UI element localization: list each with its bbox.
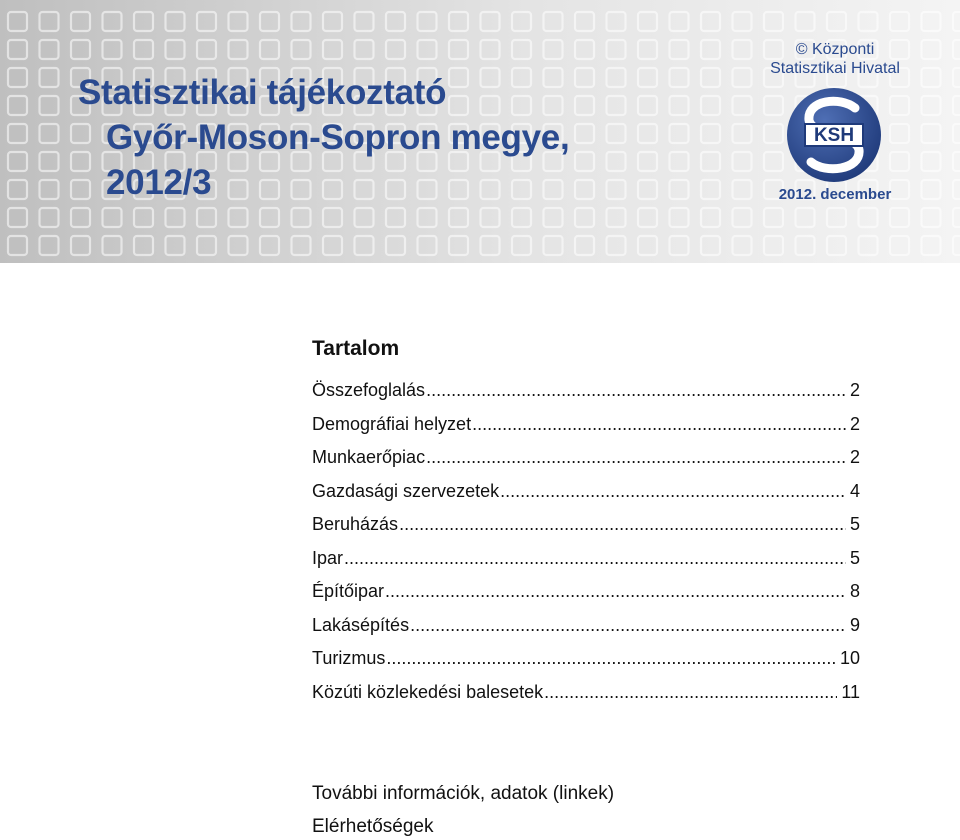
pattern-square [386,236,405,255]
pattern-square [71,236,90,255]
pattern-square [701,180,720,199]
pattern-square [8,180,27,199]
toc-item-page: 2 [849,413,860,434]
pattern-square [40,40,59,59]
pattern-square [575,12,594,31]
pattern-square [670,40,689,59]
pattern-square [701,152,720,171]
pattern-square [8,96,27,115]
title-line-1: Statisztikai tájékoztató [78,73,447,112]
toc-leader-dots [386,648,836,669]
pattern-square [953,180,960,199]
table-of-contents [312,380,860,715]
pattern-square [8,68,27,87]
pattern-square [292,208,311,227]
toc-item[interactable] [312,615,860,649]
toc-item-label: Összefoglalás [312,380,426,400]
toc-leader-dots [426,447,846,468]
pattern-square [638,40,657,59]
pattern-square [512,12,531,31]
pattern-square [134,208,153,227]
pattern-square [449,40,468,59]
pattern-square [8,124,27,143]
header-banner [0,0,960,263]
pattern-square [355,208,374,227]
pattern-square [638,180,657,199]
pattern-square [544,236,563,255]
pattern-square [575,236,594,255]
pattern-square [953,96,960,115]
toc-item[interactable] [312,581,860,615]
pattern-square [8,12,27,31]
pattern-square [764,124,783,143]
pattern-square [40,180,59,199]
toc-item-label: Turizmus [312,648,386,668]
pattern-square [607,180,626,199]
pattern-square [859,208,878,227]
toc-item-label: Építőipar [312,581,385,601]
pattern-square [575,180,594,199]
pattern-square [922,236,941,255]
toc-item-label: Lakásépítés [312,614,410,635]
pattern-square [292,40,311,59]
pattern-square [418,208,437,227]
org-name-line-1: © Központi [795,41,875,58]
pattern-square [40,68,59,87]
toc-item[interactable] [312,548,860,582]
pattern-square [764,12,783,31]
pattern-square [733,152,752,171]
pattern-square [166,208,185,227]
pattern-square [8,236,27,255]
pattern-square [670,96,689,115]
pattern-square [922,12,941,31]
pattern-square [733,12,752,31]
toc-item-page: 11 [841,681,860,702]
pattern-square [386,12,405,31]
toc-leader-dots [426,380,846,401]
pattern-square [323,12,342,31]
pattern-square [197,40,216,59]
pattern-square [890,12,909,31]
pattern-square [418,40,437,59]
pattern-square [355,40,374,59]
toc-item-label: Ipar [312,547,344,568]
pattern-square [796,12,815,31]
organization-name [740,40,930,78]
pattern-square [859,236,878,255]
toc-item-label: Munkaerőpiac [312,447,426,467]
pattern-square [575,40,594,59]
pattern-square [701,68,720,87]
org-name-line-2: Statisztikai Hivatal [770,60,900,77]
pattern-square [134,12,153,31]
pattern-square [638,208,657,227]
pattern-square [701,124,720,143]
toc-item-page: 10 [839,648,860,668]
pattern-square [166,40,185,59]
pattern-square [670,152,689,171]
pattern-square [418,12,437,31]
pattern-square [481,40,500,59]
toc-leader-dots [344,548,846,569]
pattern-square [40,96,59,115]
pattern-square [481,208,500,227]
pattern-square [827,208,846,227]
pattern-square [733,208,752,227]
pattern-square [890,208,909,227]
pattern-square [449,12,468,31]
pattern-square [166,236,185,255]
pattern-square [260,208,279,227]
pattern-square [701,12,720,31]
pattern-square [544,40,563,59]
pattern-square [733,96,752,115]
pattern-square [40,124,59,143]
pattern-square [670,208,689,227]
pattern-square [953,12,960,31]
pattern-square [890,236,909,255]
contacts-link[interactable]: Elérhetőségek [312,816,434,837]
toc-item[interactable] [312,514,860,548]
pattern-square [670,180,689,199]
pattern-square [197,236,216,255]
pattern-square [953,68,960,87]
pattern-square [638,68,657,87]
pattern-square [607,12,626,31]
pattern-square [323,40,342,59]
pattern-square [953,124,960,143]
pattern-square [638,124,657,143]
pattern-square [670,236,689,255]
pattern-square [607,40,626,59]
pattern-square [670,12,689,31]
pattern-square [607,96,626,115]
pattern-square [764,152,783,171]
toc-item-page: 9 [849,614,860,635]
pattern-square [890,96,909,115]
pattern-square [71,208,90,227]
pattern-square [607,236,626,255]
pattern-square [544,208,563,227]
pattern-square [670,68,689,87]
pattern-square [575,124,594,143]
pattern-square [512,40,531,59]
pattern-square [638,236,657,255]
document-title [78,70,569,205]
toc-leader-dots [500,481,846,502]
pattern-square [890,124,909,143]
pattern-square [71,40,90,59]
pattern-square [103,40,122,59]
toc-item[interactable] [312,481,860,515]
pattern-square [638,12,657,31]
pattern-square [449,236,468,255]
pattern-square [607,152,626,171]
pattern-square [166,12,185,31]
pattern-square [575,96,594,115]
pattern-square [796,208,815,227]
pattern-square [260,12,279,31]
pattern-square [953,40,960,59]
toc-leader-dots [410,615,846,636]
toc-heading: Tartalom [312,337,400,360]
logo-text: KSH [813,125,855,146]
pattern-square [292,12,311,31]
ksh-logo-icon [785,86,883,184]
toc-item-label: Közúti közlekedési balesetek [312,681,544,702]
pattern-square [260,40,279,59]
pattern-square [481,12,500,31]
toc-item[interactable] [312,380,860,414]
pattern-square [859,12,878,31]
pattern-square [733,124,752,143]
pattern-square [229,236,248,255]
pattern-square [355,236,374,255]
pattern-square [575,208,594,227]
pattern-square [8,40,27,59]
pattern-square [323,208,342,227]
pattern-square [512,208,531,227]
pattern-square [922,152,941,171]
toc-leader-dots [385,581,846,602]
pattern-square [229,40,248,59]
pattern-square [71,12,90,31]
pattern-square [386,40,405,59]
toc-item[interactable] [312,682,860,716]
pattern-square [638,152,657,171]
pattern-square [827,236,846,255]
pattern-square [607,68,626,87]
toc-item-label: Beruházás [312,514,399,534]
toc-item-page: 8 [849,581,860,601]
pattern-square [134,40,153,59]
pattern-square [764,96,783,115]
pattern-square [40,208,59,227]
pattern-square [764,236,783,255]
toc-item[interactable] [312,414,860,448]
pattern-square [827,12,846,31]
pattern-square [134,236,153,255]
title-line-3: 2012/3 [106,163,212,202]
pattern-square [953,152,960,171]
toc-item-page: 5 [849,514,860,534]
toc-item-label: Demográfiai helyzet [312,413,472,434]
pattern-square [197,208,216,227]
pattern-square [796,236,815,255]
pattern-square [922,124,941,143]
pattern-square [701,208,720,227]
pattern-square [890,152,909,171]
toc-leader-dots [472,414,846,435]
more-info-link[interactable]: További információk, adatok (linkek) [312,783,615,804]
pattern-square [355,12,374,31]
pattern-square [229,12,248,31]
toc-item-page: 2 [849,380,860,400]
pattern-square [449,208,468,227]
pattern-square [481,236,500,255]
pattern-square [701,96,720,115]
pattern-square [764,208,783,227]
pattern-square [229,208,248,227]
toc-item[interactable] [312,447,860,481]
pattern-square [922,96,941,115]
pattern-square [418,236,437,255]
title-line-2: Győr-Moson-Sopron megye, [106,118,570,157]
pattern-square [8,152,27,171]
pattern-square [386,208,405,227]
pattern-square [197,12,216,31]
pattern-square [701,40,720,59]
toc-item-page: 4 [849,480,860,501]
pattern-square [40,236,59,255]
pattern-square [575,68,594,87]
pattern-square [292,236,311,255]
toc-item-page: 2 [849,447,860,467]
pattern-square [103,12,122,31]
toc-leader-dots [399,514,846,535]
toc-item-page: 5 [849,547,860,568]
pattern-square [323,236,342,255]
pattern-square [260,236,279,255]
pattern-square [922,208,941,227]
pattern-square [544,12,563,31]
pattern-square [638,96,657,115]
pattern-square [953,208,960,227]
publication-date: 2012. december [778,186,892,203]
pattern-square [953,236,960,255]
pattern-square [701,236,720,255]
pattern-square [670,124,689,143]
toc-leader-dots [544,682,837,703]
pattern-square [607,124,626,143]
pattern-square [512,236,531,255]
toc-item[interactable] [312,648,860,682]
pattern-square [40,152,59,171]
pattern-square [40,12,59,31]
toc-item-label: Gazdasági szervezetek [312,480,500,501]
pattern-square [103,208,122,227]
pattern-square [8,208,27,227]
pattern-square [607,208,626,227]
pattern-square [103,236,122,255]
pattern-square [733,236,752,255]
pattern-square [575,152,594,171]
